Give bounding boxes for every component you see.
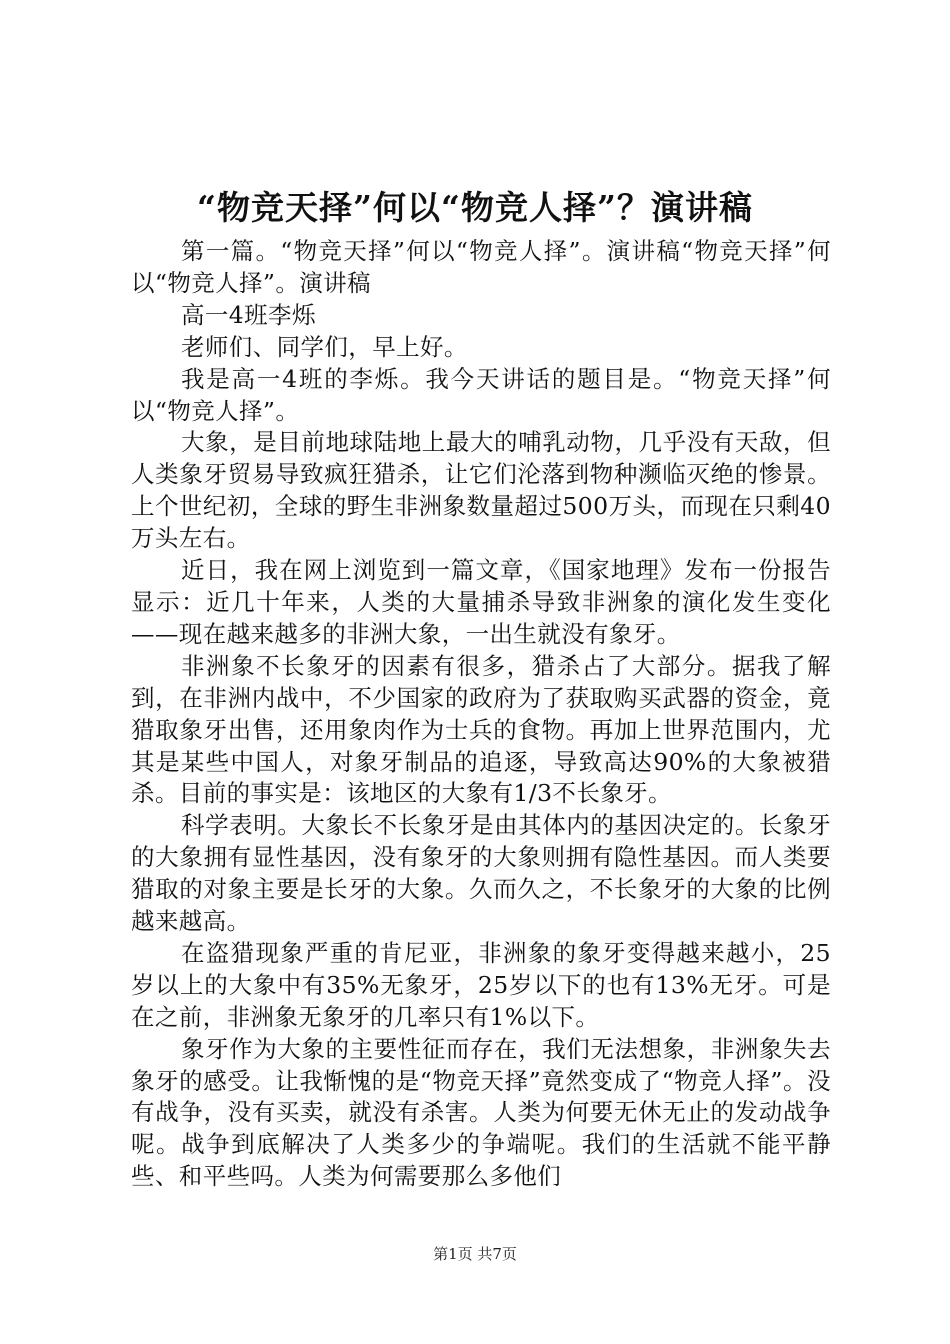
paragraph-intro: 第一篇。“物竞天择”何以“物竞人择”。演讲稿“物竞天择”何以“物竞人择”。演讲稿	[131, 237, 831, 297]
paragraph-topic: 我是高一4班的李烁。我今天讲话的题目是。“物竞天择”何以“物竞人择”。	[131, 364, 831, 425]
paragraph-elephants: 大象，是目前地球陆地上最大的哺乳动物，几乎没有天敌，但人类象牙贸易导致疯狂猎杀，让它们沦落到物种濒临灭绝的惨景。上个世纪初，全球的野生非洲象数量超过500万头，而现在只剩40万头左右。	[131, 428, 831, 553]
document-body	[131, 236, 831, 1193]
paragraph-report: 近日，我在网上浏览到一篇文章，《国家地理》发布一份报告显示：近几十年来，人类的大量捕杀导致非洲象的演化发生变化——现在越来越多的非洲大象，一出生就没有象牙。	[131, 556, 831, 648]
paragraph-author: 高一4班李烁	[181, 300, 316, 329]
paragraph-greeting: 老师们、同学们，早上好。	[181, 332, 468, 361]
paragraph-causes: 非洲象不长象牙的因素有很多，猎杀占了大部分。据我了解到，在非洲内战中，不少国家的政府为了获取购买武器的资金，竟猎取象牙出售，还用象肉作为士兵的食物。再加上世界范围内，尤其是某些中国人，对象牙制品的追逐，导致高达90%的大象被猎杀。目前的事实是：该地区的大象有1/3不长象牙。	[131, 651, 831, 808]
page-number-footer: 第1页 共7页	[433, 1245, 517, 1263]
paragraph-reflection: 象牙作为大象的主要性征而存在，我们无法想象，非洲象失去象牙的感受。让我惭愧的是“物竞天择”竟然变成了“物竞人择”。没有战争，没有买卖，就没有杀害。人类为何要无休无止的发动战争呢。战争到底解决了人类多少的争端呢。我们的生活就不能平静些、和平些吗。人类为何需要那么多他们	[131, 1034, 831, 1191]
paragraph-kenya: 在盗猎现象严重的肯尼亚，非洲象的象牙变得越来越小，25岁以上的大象中有35%无象牙，25岁以下的也有13%无牙。可是在之前，非洲象无象牙的几率只有1%以下。	[131, 938, 831, 1031]
document-title: “物竞天择”何以“物竞人择”？演讲稿	[197, 188, 753, 227]
paragraph-genetics: 科学表明。大象长不长象牙是由其体内的基因决定的。长象牙的大象拥有显性基因，没有象牙的大象则拥有隐性基因。而人类要猎取的对象主要是长牙的大象。久而久之，不长象牙的大象的比例越来越高。	[131, 811, 831, 936]
